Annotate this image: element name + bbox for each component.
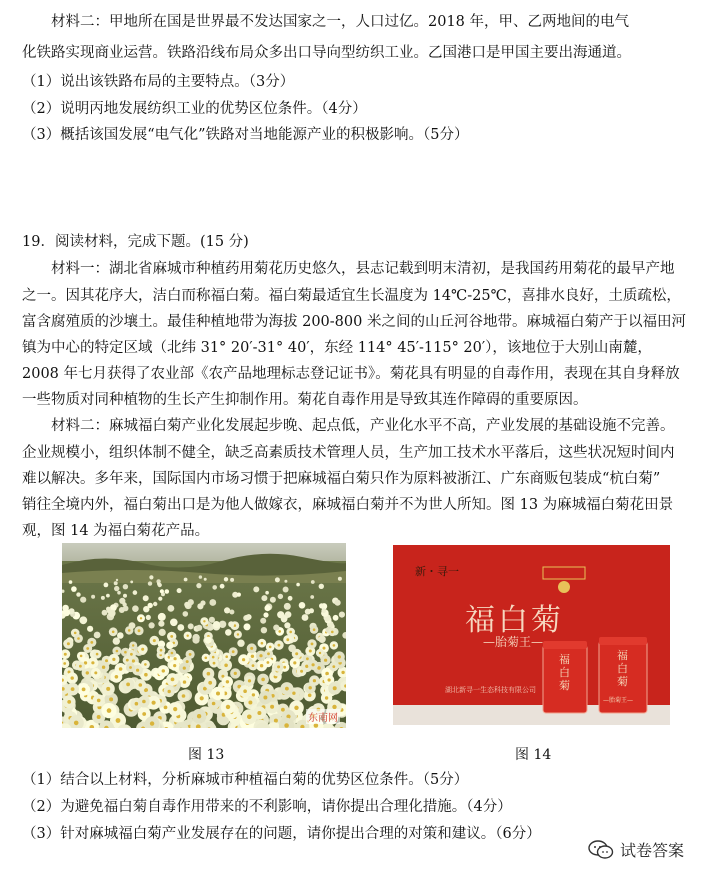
blossom — [302, 614, 309, 621]
blossom-center — [97, 699, 101, 703]
blossom-center — [243, 689, 247, 693]
blossom — [263, 612, 268, 617]
blossom-center — [97, 715, 101, 719]
material-two-line: 销往全境内外，福白菊出口是为他人做嫁衣，麻城福白菊并不为世人所知。图 13 为麻城福白菊花田景 — [22, 497, 674, 513]
blossom-center — [144, 673, 148, 677]
blossom-center — [285, 687, 289, 691]
blossom-center — [144, 663, 147, 666]
blossom — [244, 623, 251, 630]
blossom-center — [309, 650, 312, 653]
question-item: （1）说出该铁路布局的主要特点。（3分） — [22, 74, 295, 90]
blossom — [108, 610, 115, 617]
material-two-line: 材料二：麻城福白菊产业化发展起步晚、起点低，产业化水平不高，产业发展的基础设施不完善。 — [51, 418, 675, 434]
blossom — [335, 600, 341, 606]
material-one-line: 材料一：湖北省麻城市种植药用菊花历史悠久，县志记载到明末清初，是我国药用菊花的最早产地 — [51, 261, 675, 277]
blossom — [196, 625, 202, 631]
blossom-center — [225, 655, 228, 658]
blossom-center — [248, 679, 251, 682]
blossom — [69, 580, 73, 584]
blossom-center — [129, 666, 132, 669]
blossom-center — [112, 658, 115, 661]
blossom — [168, 605, 175, 612]
blossom-center — [171, 678, 175, 682]
blossom — [310, 595, 314, 599]
blossom — [220, 584, 225, 589]
blossom-center — [306, 657, 309, 660]
blossom — [158, 621, 164, 627]
material-two-line: 观，图 14 为福白菊花产品。 — [22, 523, 210, 539]
blossom-center — [207, 672, 211, 676]
fig13-watermark: 东南网 — [306, 709, 340, 724]
blossom-center — [257, 711, 261, 715]
blossom — [149, 622, 155, 628]
blossom — [123, 584, 128, 589]
blossom — [275, 577, 280, 582]
blossom — [119, 607, 125, 613]
blossom — [224, 607, 230, 613]
blossom — [104, 583, 109, 588]
blossom — [114, 581, 118, 585]
blossom-center — [86, 671, 89, 674]
blossom — [116, 579, 118, 581]
blossom — [261, 595, 267, 601]
blossom — [273, 625, 279, 631]
blossom — [133, 590, 138, 595]
blossom-center — [308, 694, 312, 698]
blossom-center — [269, 646, 272, 649]
blossom-center — [112, 631, 115, 634]
blossom — [197, 603, 203, 609]
blossom-center — [242, 658, 245, 661]
blossom — [260, 618, 266, 624]
blossom — [205, 637, 212, 644]
blossom — [159, 629, 166, 636]
blossom — [288, 596, 293, 601]
blossom-center — [208, 681, 212, 685]
material-paragraph: 化铁路实现商业运营。铁路沿线布局众多出口导向型纺织工业。乙国港口是甲国主要出海通道。 — [22, 45, 631, 61]
blossom — [229, 610, 234, 615]
blossom-center — [109, 697, 113, 701]
blossom-center — [333, 644, 336, 647]
question-heading: 19．阅读材料，完成下题。(15 分) — [22, 234, 249, 250]
blossom — [80, 597, 86, 603]
blossom-center — [338, 655, 341, 658]
blossom-center — [212, 656, 215, 659]
blossom-center — [186, 660, 189, 663]
blossom — [91, 595, 95, 599]
blossom-center — [115, 675, 119, 679]
blossom — [265, 605, 271, 611]
blossom-center — [260, 664, 263, 667]
blossom — [113, 637, 120, 644]
question-item: （1）结合以上材料，分析麻城市种植福白菊的优势区位条件。（5分） — [22, 772, 469, 788]
blossom-center — [86, 647, 89, 650]
material-one-line: 一些物质对同种植物的生长产生抑制作用。菊花自毒作用是导致其连作障碍的重要原因。 — [22, 392, 588, 408]
blossom — [130, 581, 133, 584]
blossom-center — [251, 655, 254, 658]
blossom — [338, 577, 342, 581]
blossom — [177, 588, 182, 593]
blossom — [253, 586, 259, 592]
blossom — [149, 575, 153, 579]
figure-14-caption: 图 14 — [515, 747, 552, 763]
material-one-line: 镇为中心的特定区域（北纬 31° 20′-31° 40′，东经 114° 45′-115° 20′），该地位于大别山南麓， — [22, 340, 652, 356]
blossom-center — [213, 662, 216, 665]
question-item: （2）为避免福白菊自毒作用带来的不利影响，请你提出合理化措施。（4分） — [22, 799, 512, 815]
blossom-center — [64, 653, 67, 656]
box-company: 湖北新寻一生态科技有限公司 — [445, 686, 536, 694]
blossom — [148, 581, 152, 585]
blossom-center — [284, 723, 289, 728]
blossom — [284, 622, 290, 628]
can-label-left: 福白菊 — [559, 653, 570, 692]
blossom-center — [187, 635, 189, 637]
blossom-center — [82, 688, 86, 692]
blossom-center — [237, 633, 239, 635]
blossom — [284, 603, 291, 610]
blossom — [79, 616, 87, 624]
blossom — [319, 603, 324, 608]
blossom-center — [107, 708, 112, 713]
blossom-center — [162, 669, 165, 672]
blossom-center — [281, 708, 285, 712]
blossom-center — [286, 638, 289, 641]
blossom-center — [232, 650, 235, 653]
blossom-center — [174, 657, 177, 660]
blossom-center — [311, 643, 314, 646]
blossom-center — [168, 690, 171, 693]
blossom-center — [261, 642, 264, 645]
blossom-center — [313, 628, 316, 631]
blossom — [265, 591, 269, 595]
blossom — [143, 595, 149, 601]
blossom — [166, 642, 173, 649]
blossom-center — [126, 683, 130, 687]
blossom — [245, 615, 251, 621]
material-one-line: 富含腐殖质的沙壤土。最佳种植地带为海拔 200-800 米之间的山丘河谷地带。麻城福白菊产于以福田河 — [22, 314, 686, 330]
blossom-center — [160, 649, 163, 652]
blossom-center — [261, 678, 265, 682]
blossom-center — [292, 692, 295, 695]
watermark — [588, 838, 684, 861]
material-paragraph: 材料二：甲地所在国是世界最不发达国家之一，人口过亿。2018 年，甲、乙两地间的电气 — [51, 14, 630, 30]
blossom — [270, 597, 276, 603]
blossom-center — [270, 705, 274, 709]
blossom — [76, 592, 80, 596]
blossom — [237, 640, 244, 647]
material-one-line: 2008 年七月获得了农业部《农产品地理标志登记证书》。菊花具有明显的自毒作用，表现在其自身释放 — [22, 366, 680, 382]
blossom-center — [141, 648, 144, 651]
can-sublabel: —胎菊王— — [603, 697, 634, 704]
blossom — [199, 575, 202, 578]
blossom-center — [67, 700, 71, 704]
blossom-center — [80, 655, 83, 658]
blossom-center — [67, 642, 70, 645]
material-one-line: 之一。因其花序大，洁白而称福白菊。福白菊最适宜生长温度为 14℃-25℃，喜排水良好，土质疏松， — [22, 288, 681, 304]
blossom — [132, 605, 139, 612]
blossom-center — [79, 665, 82, 668]
blossom-center — [312, 663, 315, 666]
blossom-center — [263, 696, 267, 700]
blossom-center — [128, 629, 131, 632]
blossom-center — [216, 692, 220, 696]
question-item: （2）说明丙地发展纺织工业的优势区位条件。（4分） — [22, 101, 367, 117]
blossom-center — [277, 665, 280, 668]
blossom-center — [328, 678, 331, 681]
blossom-center — [234, 672, 237, 675]
blossom-center — [212, 702, 216, 706]
material-two-line: 难以解决。多年来，国际国内市场习惯于把麻城福白菊只作为原料被浙江、广东商贩包装成“杭白菊” — [22, 471, 661, 487]
blossom-center — [331, 631, 334, 634]
blossom — [158, 613, 166, 621]
blossom-center — [278, 630, 281, 633]
blossom-center — [274, 719, 278, 723]
blossom-center — [74, 632, 77, 635]
blossom — [321, 608, 326, 613]
blossom-center — [183, 680, 186, 683]
blossom-center — [136, 669, 139, 672]
blossom-center — [130, 653, 133, 656]
blossom — [209, 599, 216, 606]
blossom — [143, 606, 149, 612]
blossom — [213, 621, 220, 628]
blossom — [71, 586, 77, 592]
blossom-center — [226, 680, 229, 683]
blossom — [224, 577, 228, 581]
blossom-center — [173, 707, 177, 711]
blossom-center — [189, 653, 192, 656]
box-title: 福白菊 — [465, 603, 564, 638]
blossom — [177, 624, 184, 631]
blossom — [281, 615, 288, 622]
blossom-center — [150, 721, 154, 725]
blossom — [228, 621, 234, 627]
blossom — [196, 583, 201, 588]
blossom-center — [96, 653, 99, 656]
blossom-center — [200, 696, 204, 700]
box-brand: 新・寻一 — [415, 565, 459, 578]
blossom — [230, 578, 234, 582]
blossom-center — [293, 661, 296, 664]
blossom-center — [140, 617, 142, 619]
blossom — [157, 582, 160, 585]
blossom — [129, 622, 136, 629]
blossom-center — [221, 675, 224, 678]
blossom — [146, 615, 151, 620]
blossom-center — [295, 652, 298, 655]
blossom — [237, 593, 241, 597]
blossom — [160, 589, 164, 593]
blossom-center — [63, 662, 66, 665]
blossom-center — [252, 664, 255, 667]
blossom-center — [197, 714, 201, 718]
question-item: （3）概括该国发展“电气化”铁路对当地能源产业的积极影响。（5分） — [22, 127, 469, 143]
blossom-center — [182, 694, 186, 698]
blossom — [102, 610, 108, 616]
blossom — [101, 596, 105, 600]
blossom-center — [106, 687, 110, 691]
material-two-line: 企业规模小，组织体制不健全，缺乏高素质技术管理人员，生产加工技术水平落后，这些状况短时间内 — [22, 445, 675, 461]
blossom — [94, 632, 101, 639]
blossom-center — [71, 687, 75, 691]
blossom — [212, 585, 217, 590]
blossom-center — [323, 647, 326, 650]
blossom-center — [94, 671, 97, 674]
blossom — [188, 623, 194, 629]
blossom-center — [278, 644, 281, 647]
blossom-center — [289, 631, 292, 634]
blossom-center — [324, 659, 327, 662]
blossom-center — [90, 641, 93, 644]
blossom-center — [319, 652, 321, 654]
blossom — [225, 629, 232, 636]
blossom-center — [139, 683, 143, 687]
blossom-center — [173, 664, 176, 667]
blossom-center — [135, 702, 139, 706]
blossom — [184, 602, 190, 608]
blossom-center — [226, 705, 230, 709]
blossom-center — [105, 659, 108, 662]
blossom-center — [250, 647, 253, 650]
blossom — [283, 587, 289, 593]
blossom — [184, 578, 188, 582]
blossom — [165, 589, 170, 594]
blossom — [192, 637, 199, 644]
blossom — [311, 580, 315, 584]
blossom-center — [183, 667, 186, 670]
blossom-center — [252, 693, 255, 696]
blossom-center — [124, 651, 127, 654]
blossom-center — [142, 700, 146, 704]
blossom — [114, 586, 119, 591]
blossom-center — [170, 635, 173, 638]
blossom-center — [203, 620, 205, 622]
blossom-center — [152, 701, 156, 705]
blossom-center — [309, 686, 312, 689]
blossom-center — [171, 652, 174, 655]
blossom — [122, 602, 126, 606]
blossom — [153, 602, 157, 606]
blossom — [284, 580, 287, 583]
blossom — [296, 583, 300, 587]
blossom-center — [259, 654, 262, 657]
figure-14-product-box-photo — [393, 545, 670, 725]
blossom-center — [71, 676, 74, 679]
blossom — [288, 645, 296, 653]
blossom-center — [283, 666, 286, 669]
blossom-center — [333, 686, 337, 690]
blossom — [158, 597, 162, 601]
blossom-center — [341, 671, 344, 674]
blossom-center — [138, 629, 141, 632]
blossom-center — [205, 657, 208, 660]
blossom-center — [267, 652, 270, 655]
blossom-center — [91, 661, 94, 664]
blossom-center — [142, 712, 146, 716]
blossom-center — [102, 666, 105, 669]
blossom-center — [248, 701, 252, 705]
blossom — [170, 619, 178, 627]
blossom — [183, 611, 189, 617]
blossom — [106, 594, 110, 598]
blossom-center — [74, 721, 79, 726]
watermark-text: 试卷答案 — [620, 841, 685, 860]
blossom — [339, 612, 345, 618]
blossom-center — [267, 661, 270, 664]
blossom-center — [332, 665, 335, 668]
blossom — [333, 615, 339, 621]
blossom-center — [132, 644, 134, 646]
blossom — [299, 602, 306, 609]
blossom-center — [132, 659, 135, 662]
blossom-center — [224, 664, 228, 668]
figure-13-flower-field-photo — [62, 543, 346, 728]
can-label-right: 福白菊 — [617, 649, 628, 688]
blossom-center — [247, 715, 252, 720]
blossom — [278, 594, 283, 599]
blossom — [309, 608, 314, 613]
blossom — [261, 627, 267, 633]
blossom — [87, 626, 93, 632]
figure-13-caption: 图 13 — [188, 747, 225, 763]
wechat-icon — [588, 840, 614, 860]
blossom-center — [153, 639, 156, 642]
question-item: （3）针对麻城福白菊产业发展存在的问题，请你提出合理的对策和建议。（6分） — [22, 826, 541, 842]
blossom-center — [116, 718, 121, 723]
blossom-center — [126, 659, 129, 662]
blossom — [318, 636, 325, 643]
blossom — [204, 578, 207, 581]
blossom-center — [294, 706, 298, 710]
blossom-center — [77, 637, 80, 640]
box-subtitle: —胎菊王— — [483, 635, 544, 649]
blossom-center — [116, 650, 119, 653]
blossom-center — [313, 679, 316, 682]
blossom — [117, 591, 121, 595]
blossom — [123, 594, 127, 598]
blossom-center — [325, 696, 328, 699]
blossom-center — [119, 667, 123, 671]
blossom — [319, 584, 324, 589]
